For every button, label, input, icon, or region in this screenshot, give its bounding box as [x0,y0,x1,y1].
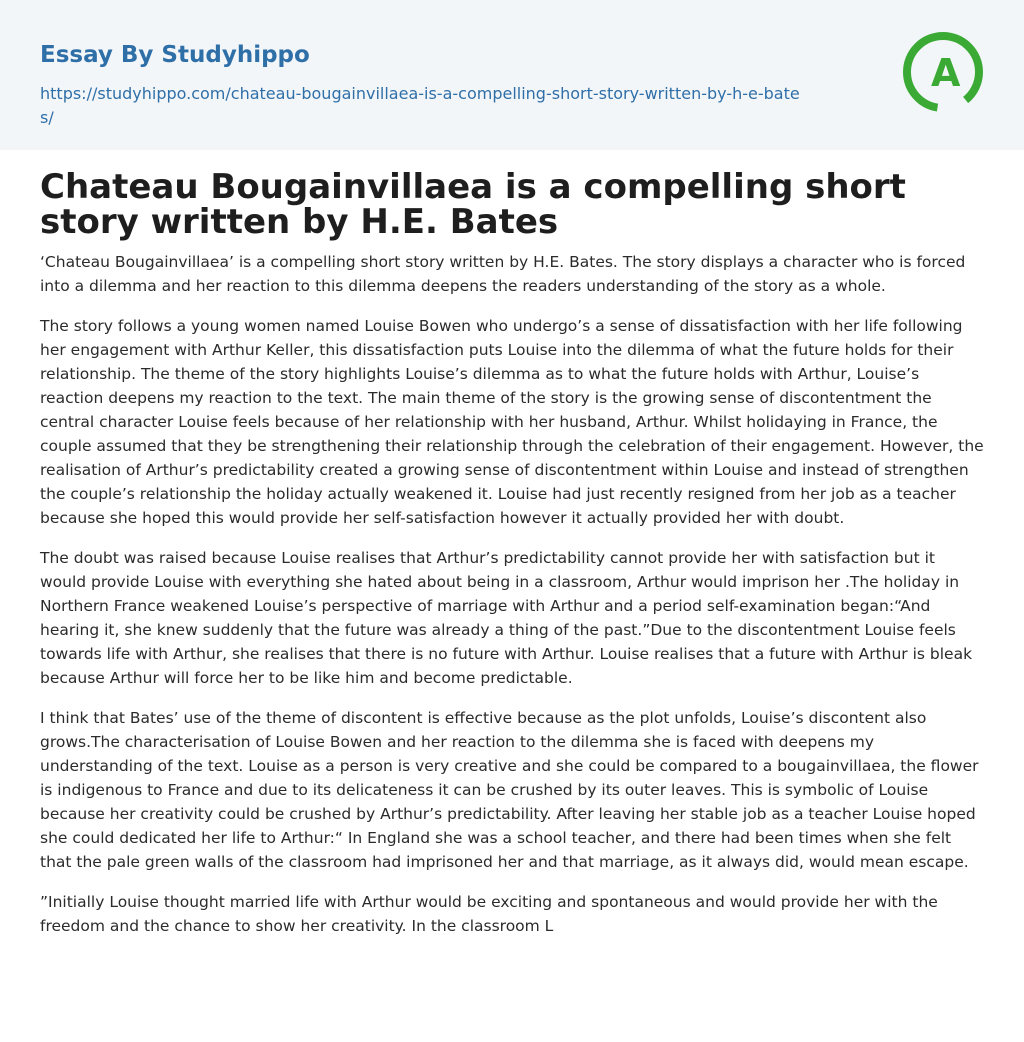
source-url-link[interactable]: https://studyhippo.com/chateau-bougainvillaea-is-a-compelling-short-story-written-by-h-e-bates/ [40,84,800,127]
logo-letter: A [931,51,961,95]
essay-content [0,150,1024,938]
essay-paragraph: The story follows a young women named Louise Bowen who undergo’s a sense of dissatisfaction with her life following her engagement with Arthur Keller, this dissatisfaction puts Louise into the dilemma of what the future holds for their relationship. The theme of the story highlights Louise’s dilemma as to what the future holds with Arthur, Louise’s reaction deepens my reaction to the text. The main theme of the story is the growing sense of discontentment the central character Louise feels because of her relationship with her husband, Arthur. Whilst holidaying in France, the couple assumed that they be strengthening their relationship through the celebration of their engagement. However, the realisation of Arthur’s predictability created a growing sense of discontentment within Louise and instead of strengthen the couple’s relationship the holiday actually weakened it. Louise had just recently resigned from her job as a teacher because she hoped this would provide her self-satisfaction however it actually provided her with doubt. [40,317,984,527]
essay-paragraph: ”Initially Louise thought married life with Arthur would be exciting and spontaneous and would provide her with the freedom and the chance to show her creativity. In the classroom L [40,893,938,935]
essay-paragraph: The doubt was raised because Louise realises that Arthur’s predictability cannot provide her with satisfaction but it would provide Louise with everything she hated about being in a classroom, Arthur would imprison her .The holiday in Northern France weakened Louise’s perspective of marriage with Arthur and a period self-examination began:“And hearing it, she knew suddenly that the future was already a thing of the past.”Due to the discontentment Louise feels towards life with Arthur, she realises that there is no future with Arthur. Louise realises that a future with Arthur is bleak because Arthur will force her to be like him and become predictable. [40,549,973,687]
studyhippo-logo-icon [900,29,986,115]
site-header [0,0,1024,150]
essay-paragraph: ‘Chateau Bougainvillaea’ is a compelling short story written by H.E. Bates. The story displays a character who is forced into a dilemma and her reaction to this dilemma deepens the readers understanding of the story as a whole. [40,253,966,295]
essay-title: Chateau Bougainvillaea is a compelling short story written by H.E. Bates [40,167,906,242]
essay-paragraph: I think that Bates’ use of the theme of discontent is effective because as the plot unfolds, Louise’s discontent also grows.The characterisation of Louise Bowen and her reaction to the dilemma she is faced with deepens my understanding of the text. Louise as a person is very creative and she could be compared to a bougainvillaea, the flower is indigenous to France and due to its delicateness it can be crushed by its outer leaves. This is symbolic of Louise because her creativity could be crushed by Arthur’s predictability. After leaving her stable job as a teacher Louise hoped she could dedicated her life to Arthur:“ In England she was a school teacher, and there had been times when she felt that the pale green walls of the classroom had imprisoned her and that marriage, as it always did, would mean escape. [40,709,979,871]
brand-title: Essay By Studyhippo [40,42,310,68]
